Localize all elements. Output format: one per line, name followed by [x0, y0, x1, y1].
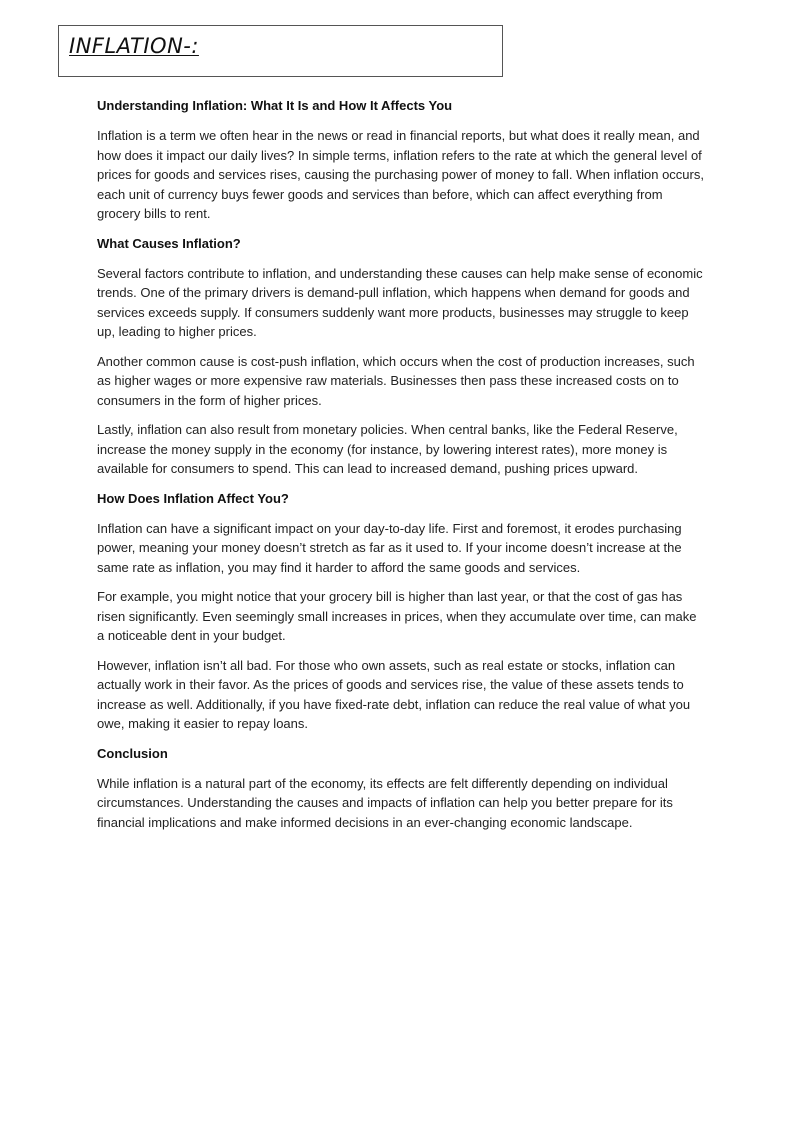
title-box	[58, 25, 503, 77]
section-heading-causes: What Causes Inflation?	[97, 235, 241, 251]
section-heading-conclusion: Conclusion	[97, 745, 168, 761]
paragraph-demand-pull: Several factors contribute to inflation, and understanding these causes can help make sense of economic trends. One of the primary drivers is demand-pull inflation, which happens when demand for goods and services exceeds supply. If consumers suddenly want more products, businesses may struggle to keep up, leading to higher prices.	[97, 265, 703, 339]
paragraph-intro: Inflation is a term we often hear in the news or read in financial reports, but what does it really mean, and how does it impact our daily lives? In simple terms, inflation refers to the rate at which the general level of prices for goods and services rises, causing the purchasing power of money to fall. When inflation occurs, each unit of currency buys fewer goods and services than before, which can affect everything from grocery bills to rent.	[97, 128, 704, 221]
paragraph-purchasing-power: Inflation can have a significant impact on your day-to-day life. First and foremost, it erodes purchasing power, meaning your money doesn’t stretch as far as it used to. If your income doesn’t increase at the same rate as inflation, you may find it harder to afford the same goods and services.	[97, 520, 682, 575]
paragraph-conclusion: While inflation is a natural part of the economy, its effects are felt differently depending on individual circumstances. Understanding the causes and impacts of inflation can help you better prepare for its financial implications and make informed decisions in an ever-changing economic landscape.	[97, 775, 673, 830]
paragraph-monetary-policy: Lastly, inflation can also result from monetary policies. When central banks, like the Federal Reserve, increase the money supply in the economy (for instance, by lowering interest rates), more money is available for consumers to spend. This can lead to increased demand, pushing prices upward.	[97, 422, 678, 476]
page-title: INFLATION-:	[69, 34, 199, 58]
section-heading-understanding: Understanding Inflation: What It Is and How It Affects You	[97, 98, 453, 113]
paragraph-example: For example, you might notice that your grocery bill is higher than last year, or that the cost of gas has risen significantly. Even seemingly small increases in prices, when they accumulate over time, can make a noticeable dent in your budget.	[97, 589, 697, 643]
section-heading-effects: How Does Inflation Affect You?	[97, 490, 289, 506]
paragraph-cost-push: Another common cause is cost-push inflation, which occurs when the cost of production increases, such as higher wages or more expensive raw materials. Businesses then pass these increased costs on to consumers in the form of higher prices.	[97, 353, 695, 408]
paragraph-not-all-bad: However, inflation isn’t all bad. For those who own assets, such as real estate or stocks, inflation can actually work in their favor. As the prices of goods and services rise, the value of these assets tends to increase as well. Additionally, if you have fixed-rate debt, inflation can reduce the real value of what you owe, making it easier to repay loans.	[97, 657, 691, 731]
document-body	[97, 96, 707, 842]
